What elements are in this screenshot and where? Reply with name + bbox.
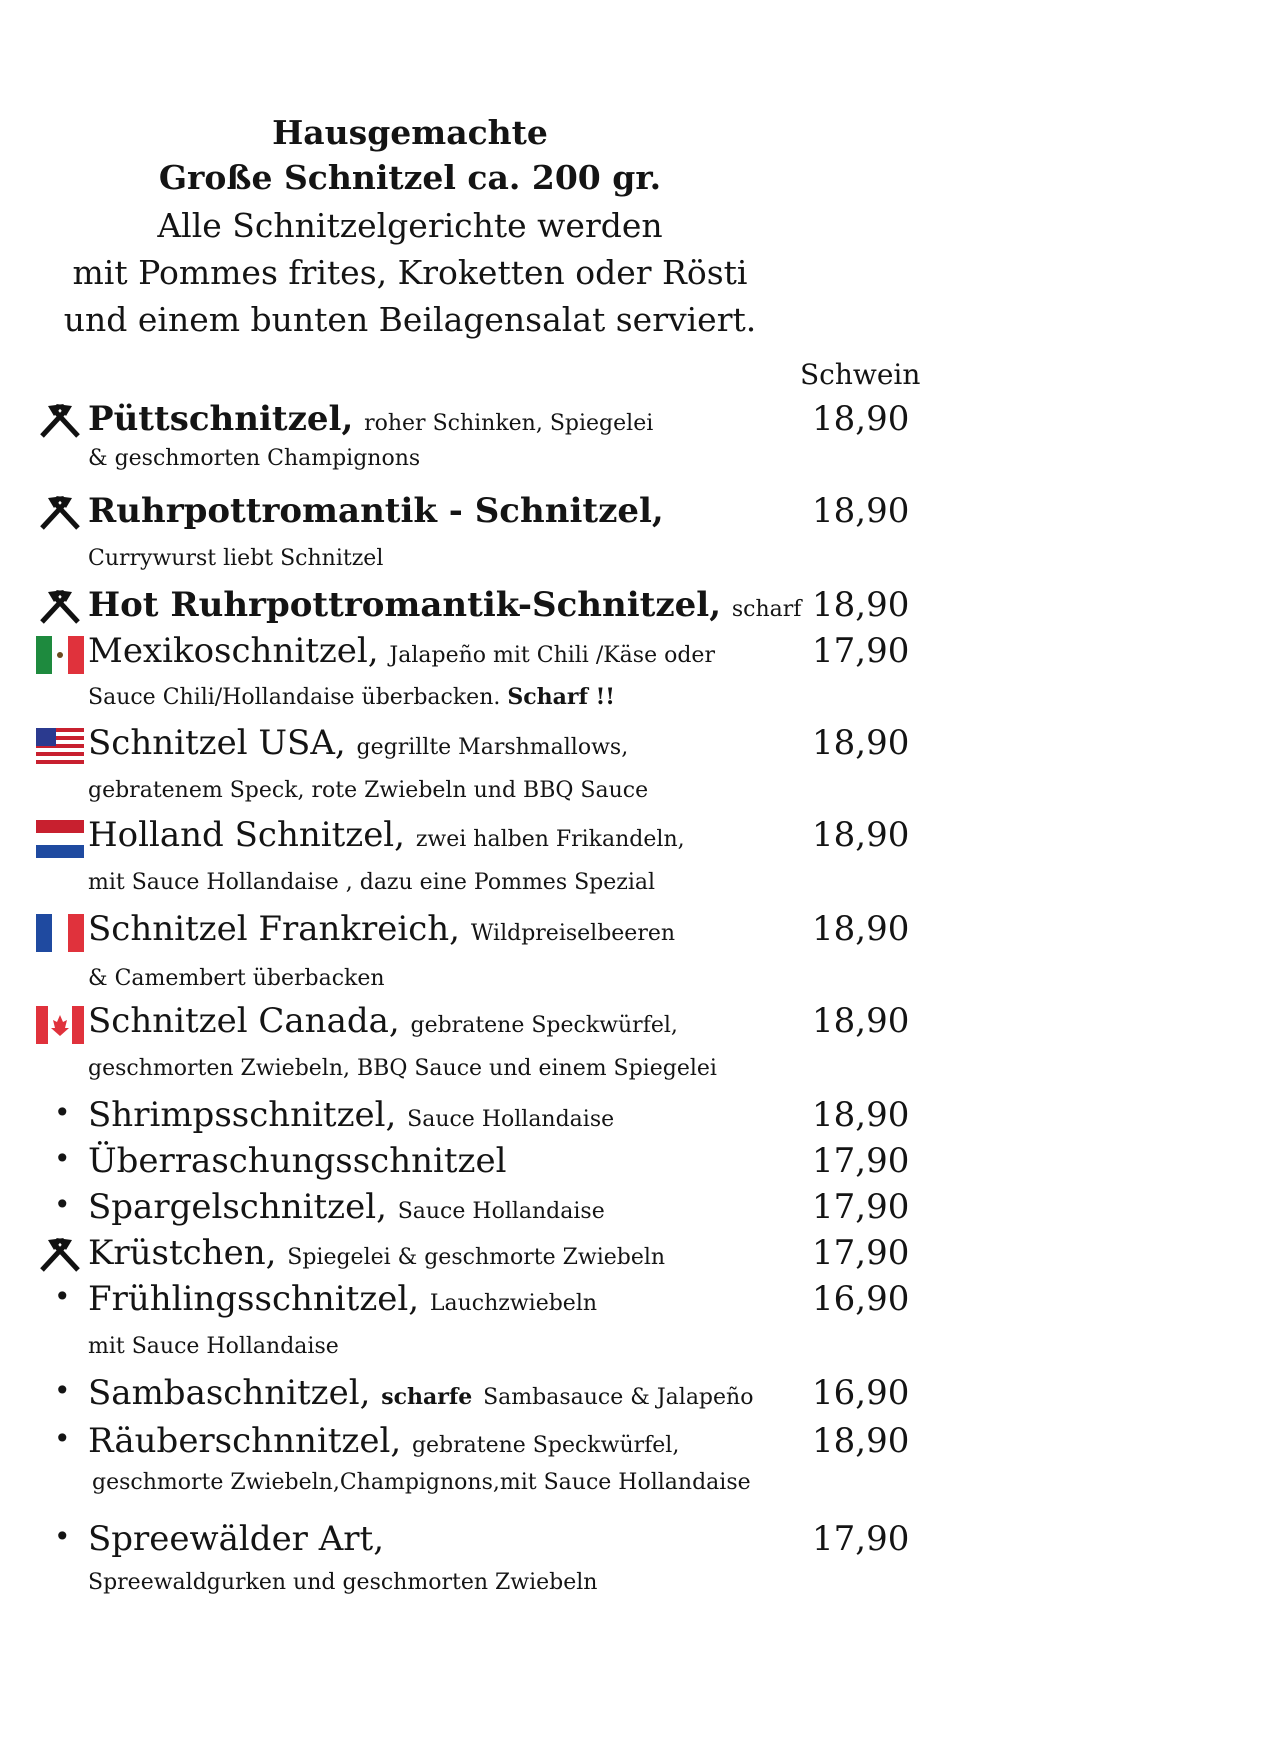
menu-item [36,628,916,710]
item-desc: Sauce Hollandaise [407,1107,615,1132]
menu-item [36,396,916,471]
item-price: 16,90 [812,1279,910,1319]
item-desc: gebratene Speckwürfel, [411,1433,680,1458]
item-price: 18,90 [812,585,910,625]
item-price: 18,90 [812,1421,910,1461]
mexico-flag-icon [36,636,84,674]
menu-item [36,812,916,895]
item-desc: Sauce Hollandaise [397,1199,605,1224]
header-info-2: mit Pommes frites, Kroketten oder Rösti [72,253,748,292]
item-name: Schnitzel Frankreich, [88,909,460,949]
item-name: Schnitzel USA, [88,723,346,763]
item-price: 18,90 [812,1001,910,1041]
bullet-icon: • [54,1422,71,1455]
menu-item [36,1418,916,1495]
item-desc: gegrillte Marshmallows, [356,735,629,760]
item-desc-line2: mit Sauce Hollandaise , dazu eine Pommes Spezial [88,870,656,895]
item-desc: Lauchzwiebeln [429,1291,598,1316]
item-desc: gebratene Speckwürfel, [410,1013,678,1038]
menu-item [36,998,916,1081]
france-flag-icon [36,914,84,952]
item-desc-line2: & geschmorten Champignons [88,446,421,471]
menu-header [60,112,760,343]
item-name: Sambaschnitzel, [88,1373,371,1413]
item-price: 18,90 [812,723,910,763]
item-name: Frühlingsschnitzel, [88,1279,420,1319]
menu-item [36,1516,916,1595]
item-name: Überraschungsschnitzel [88,1141,507,1181]
item-name: Spreewälder Art, [88,1519,385,1559]
item-price: 17,90 [812,631,910,671]
price-column-header: Schwein [800,358,921,391]
menu-item [36,488,916,571]
menu-item [36,1184,916,1230]
item-price: 18,90 [812,491,910,531]
menu-item [36,906,916,991]
item-desc: Sambasauce & Jalapeño [483,1385,754,1410]
item-price: 17,90 [812,1233,910,1273]
bullet-icon: • [54,1096,71,1129]
menu-item [36,720,916,803]
item-desc-line2: Spreewaldgurken und geschmorten Zwiebeln [88,1570,598,1595]
canada-flag-icon [36,1006,84,1044]
item-name: Püttschnitzel, [88,399,354,439]
item-desc-line2: geschmorten Zwiebeln, BBQ Sauce und einem Spiegelei [88,1056,717,1081]
item-desc: zwei halben Frikandeln, [415,827,685,852]
bullet-icon: • [54,1188,71,1221]
menu-item [36,1230,916,1276]
menu-item [36,1092,916,1138]
item-name: Hot Ruhrpottromantik-Schnitzel, [88,585,722,625]
item-name: Spargelschnitzel, [88,1187,387,1227]
hammer-icon [36,400,84,440]
hammer-icon [36,492,84,532]
usa-flag-icon [36,728,84,766]
menu-item [36,582,916,628]
item-name: Schnitzel Canada, [88,1001,400,1041]
item-name: Räuberschnnitzel, [88,1421,402,1461]
item-desc: roher Schinken, Spiegelei [364,411,654,436]
item-desc: Spiegelei & geschmorte Zwiebeln [287,1245,666,1270]
header-subtitle: Große Schnitzel ca. 200 gr. [158,158,662,197]
item-price: 17,90 [812,1187,910,1227]
header-info-1: Alle Schnitzelgerichte werden [157,206,663,245]
item-desc-emphasis: scharfe [381,1384,473,1410]
item-desc-line2: Currywurst liebt Schnitzel [88,546,384,571]
bullet-icon: • [54,1520,71,1553]
item-desc-line2: mit Sauce Hollandaise [88,1334,339,1359]
menu-item [36,1138,916,1184]
item-desc: scharf [731,597,802,622]
item-name: Holland Schnitzel, [88,815,405,855]
item-name: Shrimpsschnitzel, [88,1095,397,1135]
item-price: 17,90 [812,1141,910,1181]
hammer-icon [36,1234,84,1274]
item-desc: Wildpreiselbeeren [470,921,676,946]
item-desc: Jalapeño mit Chili /Käse oder [389,643,715,668]
item-name: Krüstchen, [88,1233,277,1273]
item-price: 18,90 [812,909,910,949]
item-desc-line2: Sauce Chili/Hollandaise überbacken. [88,685,501,710]
bullet-icon: • [54,1280,71,1313]
item-price: 18,90 [812,815,910,855]
header-info-3: und einem bunten Beilagensalat serviert. [63,300,757,339]
bullet-icon: • [54,1142,71,1175]
menu-item [36,1276,916,1359]
menu-item [36,1370,916,1416]
item-price: 18,90 [812,1095,910,1135]
item-name: Mexikoschnitzel, [88,631,379,671]
hammer-icon [36,586,84,626]
item-desc-line2: gebratenem Speck, rote Zwiebeln und BBQ Sauce [88,778,649,803]
header-title: Hausgemachte [272,113,548,152]
item-desc-emphasis: Scharf !! [507,684,615,710]
item-desc-line2: geschmorte Zwiebeln,Champignons,mit Sauce Hollandaise [92,1470,751,1495]
item-price: 18,90 [812,399,910,439]
item-price: 17,90 [812,1519,910,1559]
bullet-icon: • [54,1374,71,1407]
item-desc-line2: & Camembert überbacken [88,966,385,991]
item-price: 16,90 [812,1373,910,1413]
netherlands-flag-icon [36,820,84,858]
item-name: Ruhrpottromantik - Schnitzel, [88,491,664,531]
